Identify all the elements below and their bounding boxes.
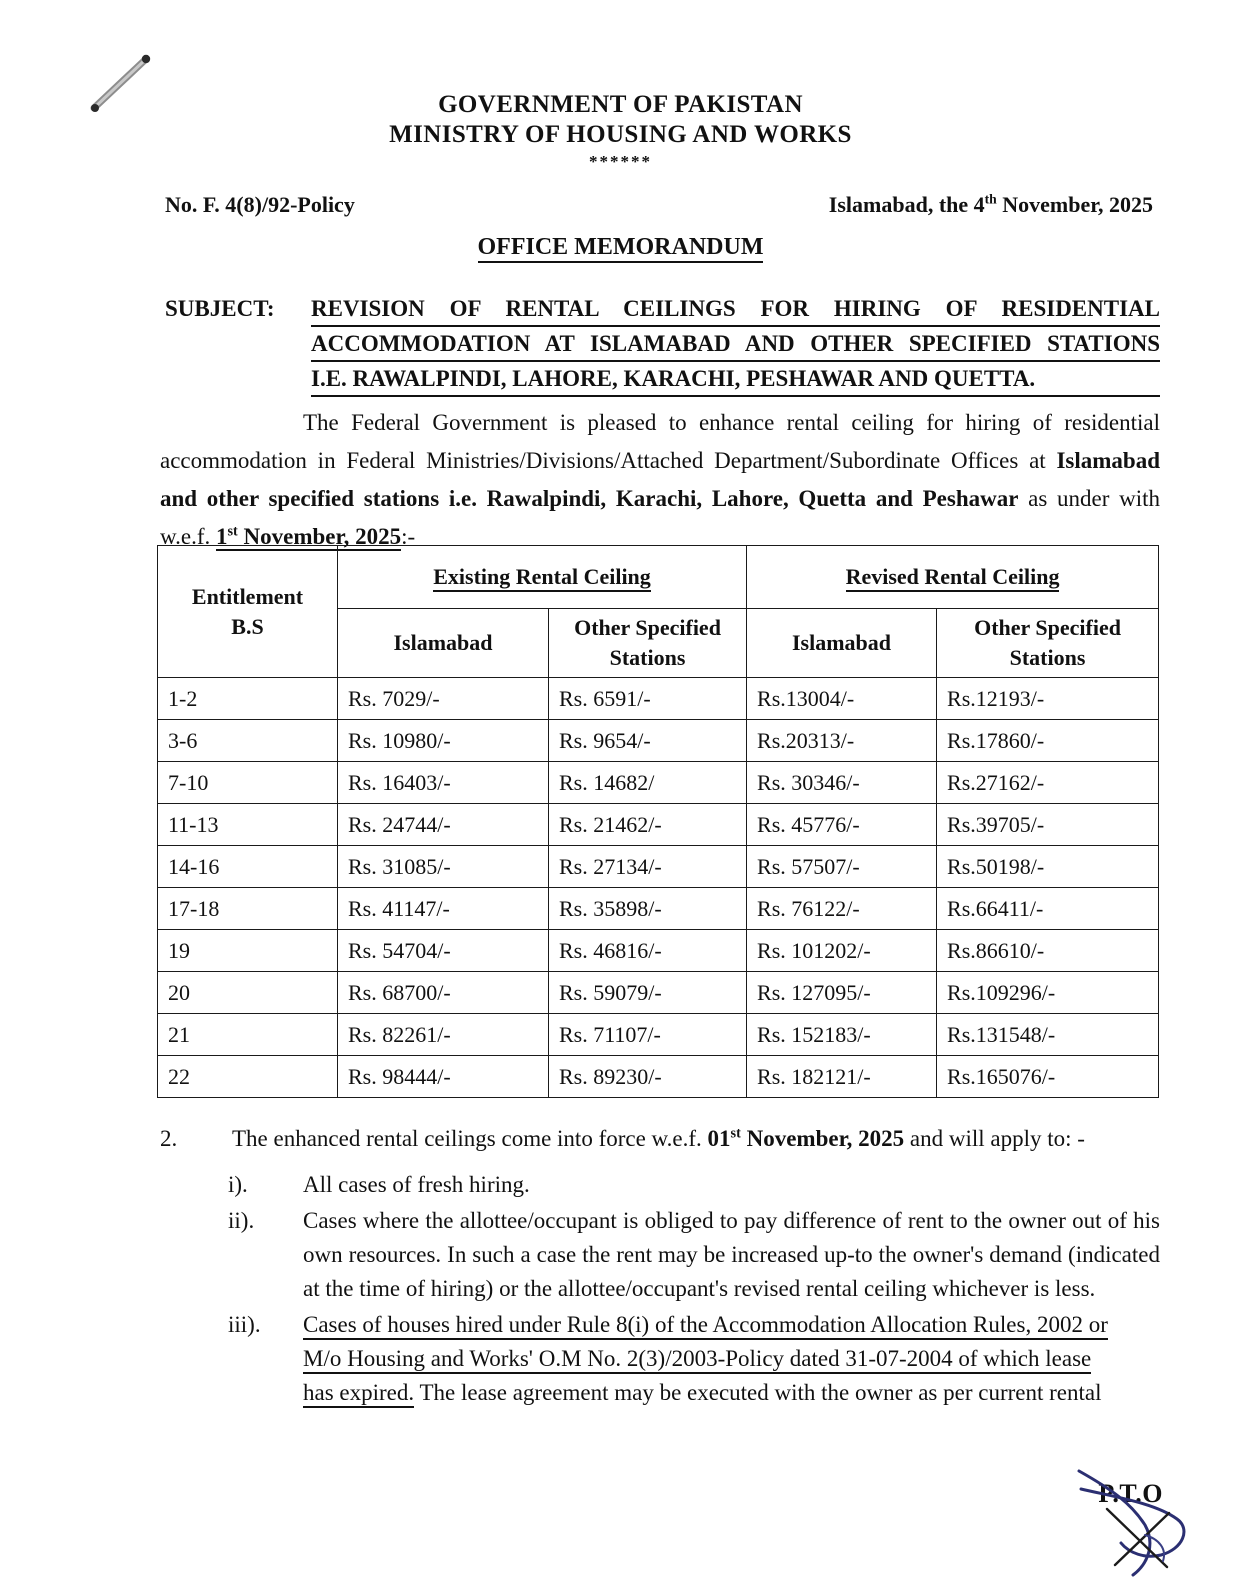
cell-revised-other: Rs.27162/- [937, 762, 1159, 804]
reference-number: No. F. 4(8)/92-Policy [165, 192, 355, 217]
subject-line-3: I.E. RAWALPINDI, LAHORE, KARACHI, PESHAWAR AND QUETTA. [311, 364, 1160, 397]
cell-revised-other: Rs.86610/- [937, 930, 1159, 972]
header-revised-other [937, 609, 1159, 678]
table-row [158, 972, 1159, 1014]
cell-existing-other: Rs. 89230/- [549, 1056, 747, 1098]
cell-existing-islamabad: Rs. 82261/- [338, 1014, 549, 1056]
subject-label: SUBJECT: [165, 296, 275, 321]
cell-revised-other: Rs.109296/- [937, 972, 1159, 1014]
clause-2-date [708, 1126, 905, 1151]
cell-existing-other: Rs. 46816/- [549, 930, 747, 972]
subject-block [165, 294, 1160, 399]
clause-2-before: The enhanced rental ceilings come into force w.e.f. [232, 1126, 708, 1151]
cell-existing-other: Rs. 35898/- [549, 888, 747, 930]
clause-2-date-ordinal: st [730, 1125, 741, 1142]
cell-existing-other: Rs. 27134/- [549, 846, 747, 888]
table-row [158, 804, 1159, 846]
header-group-revised [747, 546, 1159, 609]
cell-existing-islamabad: Rs. 68700/- [338, 972, 549, 1014]
cell-revised-other: Rs.66411/- [937, 888, 1159, 930]
header-group-existing-text: Existing Rental Ceiling [433, 564, 651, 592]
list-item-text: All cases of fresh hiring. [303, 1172, 530, 1197]
government-heading: GOVERNMENT OF PAKISTAN [438, 91, 803, 118]
table-row [158, 930, 1159, 972]
table-row [158, 1056, 1159, 1098]
list-item-underline-1: Cases of houses hired under Rule 8(i) of the Accommodation Allocation Rules, 2002 or [303, 1312, 1108, 1340]
cell-existing-other: Rs. 14682/ [549, 762, 747, 804]
cell-existing-other: Rs. 6591/- [549, 678, 747, 720]
list-item-marker: i). [228, 1172, 248, 1197]
clause-2-date-rest: November, 2025 [740, 1126, 905, 1151]
clause-2-number: 2. [160, 1126, 178, 1151]
table-head [158, 546, 1159, 678]
clause-2-text [232, 1122, 1160, 1156]
intro-effective-rest: November, 2025 [237, 524, 402, 549]
clause-2-after: and will apply to: - [904, 1126, 1085, 1151]
intro-part1: The Federal Government is pleased to enhance rental ceiling for hiring of residential accommodation in Federal Ministries/Divisions/Attached Department/Subordinate Offices at [160, 410, 1160, 473]
list-item-underline-2: M/o Housing and Works' O.M No. 2(3)/2003-Policy dated 31-07-2004 of which lease [303, 1346, 1091, 1374]
list-item-text: Cases where the allottee/occupant is obliged to pay difference of rent to the owner out of his own resources. In such a case the rent may be increased up-to the owner's demand (indicated at the time of hiring) or the allottee/occupant's revised rental ceiling whichever is less. [303, 1208, 1160, 1301]
header-revised-islamabad: Islamabad [747, 609, 937, 678]
pto-label: P.T.O [1098, 1479, 1163, 1508]
intro-part3: :- [401, 524, 416, 549]
cell-revised-islamabad: Rs. 76122/- [747, 888, 937, 930]
memo-title-text: OFFICE MEMORANDUM [478, 234, 764, 263]
intro-paragraph [160, 404, 1160, 556]
clause-2-items [160, 1168, 1160, 1412]
table-row [158, 678, 1159, 720]
cell-existing-islamabad: Rs. 54704/- [338, 930, 549, 972]
ministry-heading: MINISTRY OF HOUSING AND WORKS [389, 121, 852, 148]
cell-existing-other: Rs. 71107/- [549, 1014, 747, 1056]
cell-entitlement: 19 [158, 930, 338, 972]
cell-existing-islamabad: Rs. 24744/- [338, 804, 549, 846]
cell-revised-other: Rs.131548/- [937, 1014, 1159, 1056]
cell-revised-islamabad: Rs.20313/- [747, 720, 937, 762]
dateline-suffix: November, 2025 [996, 192, 1153, 217]
cell-revised-islamabad: Rs. 57507/- [747, 846, 937, 888]
cell-existing-islamabad: Rs. 7029/- [338, 678, 549, 720]
list-item [160, 1308, 1160, 1410]
intro-effective-date-num: 1 [215, 524, 228, 549]
cell-revised-islamabad: Rs. 45776/- [747, 804, 937, 846]
clause-2 [160, 1122, 1160, 1156]
cell-revised-other: Rs.165076/- [937, 1056, 1159, 1098]
list-item-underline-3: has expired. [303, 1380, 414, 1408]
cell-revised-islamabad: Rs. 182121/- [747, 1056, 937, 1098]
header-entitlement [158, 546, 338, 678]
list-item-text [303, 1308, 1160, 1410]
cell-existing-other: Rs. 59079/- [549, 972, 747, 1014]
header-existing-other-line1: Other Specified [574, 615, 721, 640]
header-group-existing [338, 546, 747, 609]
star-divider: ****** [589, 152, 652, 171]
rental-ceiling-table [157, 545, 1159, 1098]
cell-revised-other: Rs.12193/- [937, 678, 1159, 720]
list-item [160, 1204, 1160, 1306]
list-item-tail: The lease agreement may be executed with the owner as per current rental [414, 1380, 1102, 1405]
cell-entitlement: 21 [158, 1014, 338, 1056]
header-entitlement-line2: B.S [231, 613, 264, 639]
header-existing-islamabad: Islamabad [338, 609, 549, 678]
table-row [158, 1014, 1159, 1056]
cell-revised-islamabad: Rs. 30346/- [747, 762, 937, 804]
intro-stations: Islamabad and other specified stations i.e. Rawalpindi, Karachi, Lahore, Quetta and Peshawar [160, 448, 1160, 511]
table-header-group-row [158, 546, 1159, 609]
dateline-ordinal: th [984, 191, 997, 207]
cell-existing-islamabad: Rs. 16403/- [338, 762, 549, 804]
cell-entitlement: 14-16 [158, 846, 338, 888]
cell-entitlement: 3-6 [158, 720, 338, 762]
header-existing-other-line2: Stations [609, 645, 686, 670]
subject-line-1: REVISION OF RENTAL CEILINGS FOR HIRING OF RESIDENTIAL [311, 294, 1160, 327]
masthead [0, 90, 1241, 173]
table-row [158, 720, 1159, 762]
table-body [158, 678, 1159, 1098]
subject-text [311, 294, 1160, 399]
table-row [158, 888, 1159, 930]
memo-title [0, 234, 1241, 261]
cell-existing-islamabad: Rs. 41147/- [338, 888, 549, 930]
header-existing-other [549, 609, 747, 678]
dateline-prefix: Islamabad, the 4 [828, 192, 985, 217]
intro-part2: as under with w.e.f. [160, 486, 1160, 549]
cell-revised-other: Rs.17860/- [937, 720, 1159, 762]
table-row [158, 846, 1159, 888]
cell-revised-other: Rs.50198/- [937, 846, 1159, 888]
cell-entitlement: 1-2 [158, 678, 338, 720]
header-revised-other-line1: Other Specified [974, 615, 1121, 640]
cell-entitlement: 22 [158, 1056, 338, 1098]
signature-mark [1071, 1463, 1201, 1583]
intro-effective-ordinal: st [227, 523, 238, 540]
cell-existing-islamabad: Rs. 10980/- [338, 720, 549, 762]
header-group-revised-text: Revised Rental Ceiling [846, 564, 1060, 592]
cell-revised-islamabad: Rs. 127095/- [747, 972, 937, 1014]
table-row [158, 762, 1159, 804]
cell-revised-other: Rs.39705/- [937, 804, 1159, 846]
list-item-marker: ii). [228, 1208, 255, 1233]
cell-existing-islamabad: Rs. 31085/- [338, 846, 549, 888]
header-revised-other-line2: Stations [1009, 645, 1086, 670]
cell-revised-islamabad: Rs. 101202/- [747, 930, 937, 972]
clause-2-date-num: 01 [707, 1126, 731, 1151]
subject-line-2: ACCOMMODATION AT ISLAMABAD AND OTHER SPECIFIED STATIONS [311, 329, 1160, 362]
cell-entitlement: 17-18 [158, 888, 338, 930]
header-entitlement-line1: Entitlement [191, 583, 304, 609]
cell-revised-islamabad: Rs. 152183/- [747, 1014, 937, 1056]
cell-revised-islamabad: Rs.13004/- [747, 678, 937, 720]
cell-existing-other: Rs. 9654/- [549, 720, 747, 762]
cell-entitlement: 7-10 [158, 762, 338, 804]
cell-entitlement: 11-13 [158, 804, 338, 846]
list-item-marker: iii). [228, 1312, 261, 1337]
cell-entitlement: 20 [158, 972, 338, 1014]
dateline [829, 192, 1153, 218]
list-item [160, 1168, 1160, 1202]
cell-existing-other: Rs. 21462/- [549, 804, 747, 846]
cell-existing-islamabad: Rs. 98444/- [338, 1056, 549, 1098]
